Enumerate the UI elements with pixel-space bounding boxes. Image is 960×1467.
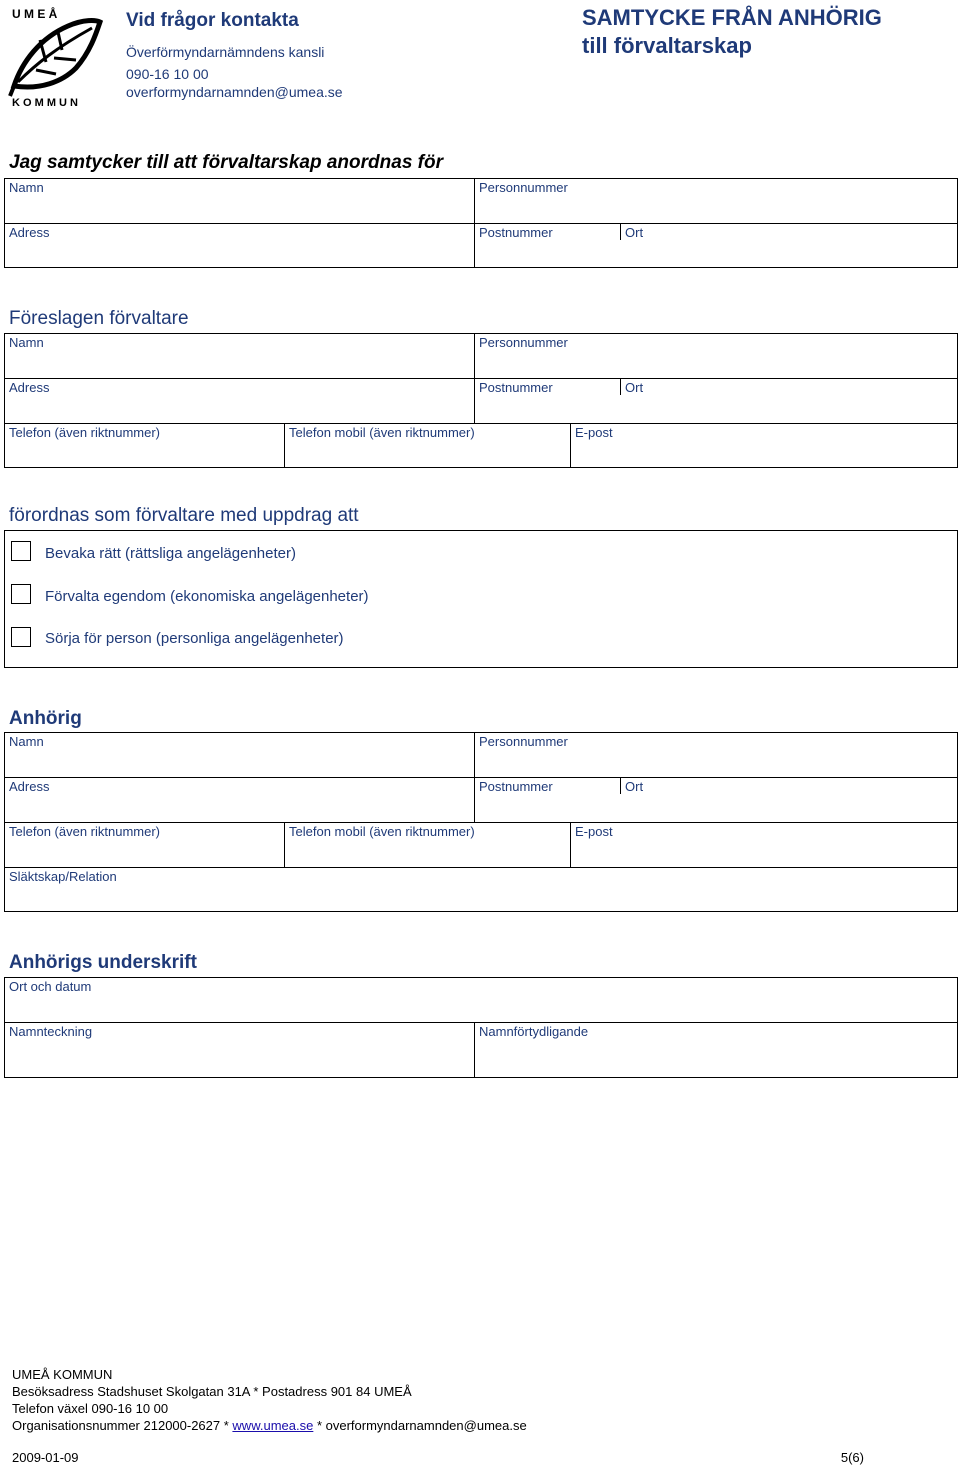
checkbox-personal-care-label: Sörja för person (personliga angelägenheter): [45, 630, 344, 647]
footer-page-number: 5(6): [840, 1450, 864, 1465]
field-separator: [620, 778, 621, 794]
guardian-zip-city-field[interactable]: [474, 378, 958, 423]
section-consent-heading: Jag samtycker till att förvaltarskap anordnas för: [9, 152, 443, 173]
footer-orgnr: Organisationsnummer 212000-2627 *: [12, 1418, 233, 1433]
mobile-label: Telefon mobil (även riktnummer): [289, 425, 475, 440]
subject-zip-city-field[interactable]: [474, 223, 958, 268]
name-clarification-field[interactable]: [474, 1022, 958, 1078]
document-title: SAMTYCKE FRÅN ANHÖRIG: [582, 5, 882, 30]
signature-label: Namnteckning: [9, 1024, 93, 1039]
city-label: Ort: [625, 225, 644, 240]
relative-email-field[interactable]: [570, 822, 958, 867]
document-subtitle: till förvaltarskap: [582, 33, 752, 58]
relative-pnr-field[interactable]: [474, 732, 958, 777]
field-separator: [620, 224, 621, 240]
checkbox-personal-care[interactable]: [11, 627, 31, 647]
field-separator: [620, 379, 621, 395]
place-date-field[interactable]: [4, 977, 958, 1022]
clarification-label: Namnförtydligande: [479, 1024, 589, 1039]
checkbox-property-label: Förvalta egendom (ekonomiska angelägenheter): [45, 588, 369, 605]
phone-label: Telefon (även riktnummer): [9, 824, 160, 839]
pnr-label: Personnummer: [479, 734, 568, 749]
checkbox-legal-affairs-label: Bevaka rätt (rättsliga angelägenheter): [45, 545, 296, 562]
footer-visit-address: Besöksadress Stadshuset Skolgatan 31A * Postadress 901 84 UMEÅ: [12, 1384, 412, 1399]
assignment-options-box: [4, 530, 958, 668]
section-proposed-guardian-heading: Föreslagen förvaltare: [9, 308, 189, 329]
logo-top-text: U M E Å: [12, 7, 58, 21]
contact-title: Vid frågor kontakta: [126, 10, 299, 31]
subject-pnr-field[interactable]: [474, 178, 958, 223]
zip-label: Postnummer: [479, 225, 553, 240]
checkbox-property[interactable]: [11, 584, 31, 604]
name-label: Namn: [9, 335, 44, 350]
section-relative-heading: Anhörig: [9, 708, 82, 729]
zip-label: Postnummer: [479, 380, 553, 395]
umea-kommun-logo: [6, 4, 106, 108]
guardian-mobile-field[interactable]: [284, 423, 570, 468]
section-assignment-heading: förordnas som förvaltare med uppdrag att: [9, 505, 359, 526]
footer-email: * overformyndarnamnden@umea.se: [313, 1418, 527, 1433]
address-label: Adress: [9, 380, 50, 395]
address-label: Adress: [9, 225, 50, 240]
guardian-email-field[interactable]: [570, 423, 958, 468]
guardian-pnr-field[interactable]: [474, 333, 958, 378]
city-label: Ort: [625, 380, 644, 395]
name-label: Namn: [9, 180, 44, 195]
footer-org: UMEÅ KOMMUN: [12, 1367, 113, 1382]
relative-mobile-field[interactable]: [284, 822, 570, 867]
pnr-label: Personnummer: [479, 335, 568, 350]
mobile-label: Telefon mobil (även riktnummer): [289, 824, 475, 839]
relative-name-field[interactable]: [4, 732, 474, 777]
guardian-phone-field[interactable]: [4, 423, 284, 468]
contact-phone: 090-16 10 00: [126, 66, 209, 82]
footer-org-number-line: [12, 1418, 527, 1433]
relative-phone-field[interactable]: [4, 822, 284, 867]
relative-address-field[interactable]: [4, 777, 474, 822]
logo-bottom-text: K O M M U N: [12, 97, 78, 108]
relative-relation-field[interactable]: [4, 867, 958, 912]
footer-website-link[interactable]: www.umea.se: [232, 1418, 314, 1433]
leaf-logo-icon: [6, 4, 106, 108]
email-label: E-post: [575, 824, 613, 839]
pnr-label: Personnummer: [479, 180, 568, 195]
checkbox-legal-affairs[interactable]: [11, 541, 31, 561]
guardian-name-field[interactable]: [4, 333, 474, 378]
address-label: Adress: [9, 779, 50, 794]
zip-label: Postnummer: [479, 779, 553, 794]
section-signature-heading: Anhörigs underskrift: [9, 952, 197, 973]
subject-address-field[interactable]: [4, 223, 474, 268]
place-date-label: Ort och datum: [9, 979, 92, 994]
email-label: E-post: [575, 425, 613, 440]
name-label: Namn: [9, 734, 44, 749]
footer-switchboard: Telefon växel 090-16 10 00: [12, 1401, 169, 1416]
phone-label: Telefon (även riktnummer): [9, 425, 160, 440]
footer-date: 2009-01-09: [12, 1450, 79, 1465]
guardian-address-field[interactable]: [4, 378, 474, 423]
contact-office: Överförmyndarnämndens kansli: [126, 44, 325, 60]
relative-zip-city-field[interactable]: [474, 777, 958, 822]
city-label: Ort: [625, 779, 644, 794]
signature-field[interactable]: [4, 1022, 474, 1078]
contact-email: overformyndarnamnden@umea.se: [126, 84, 343, 100]
relation-label: Släktskap/Relation: [9, 869, 117, 884]
subject-name-field[interactable]: [4, 178, 474, 223]
